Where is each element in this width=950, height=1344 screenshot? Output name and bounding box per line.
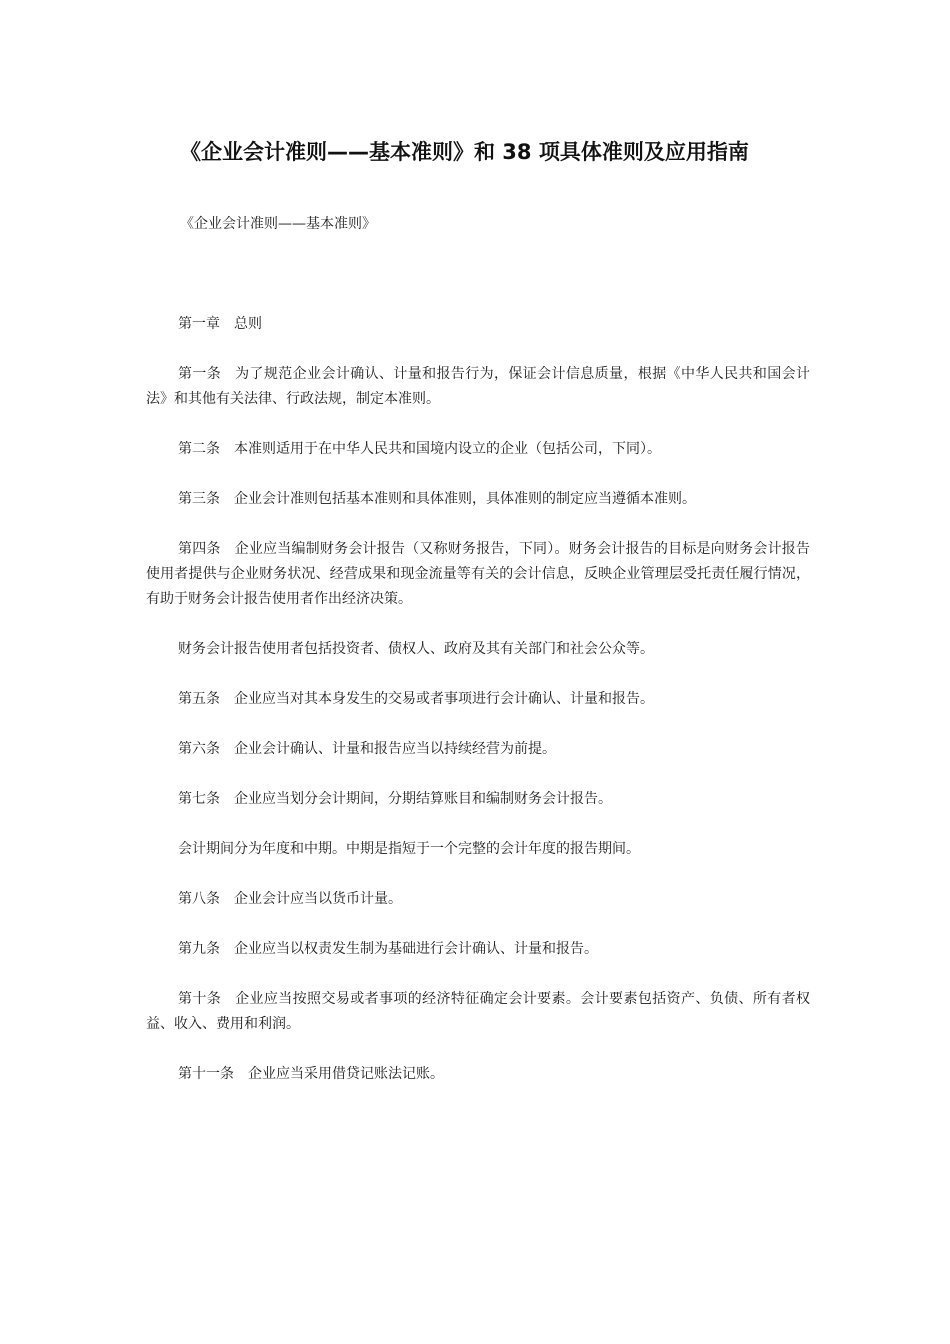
article-4 <box>146 537 810 612</box>
article-text: 为了规范企业会计确认、计量和报告行为，保证会计信息质量，根据《中华人民共和国会计法》和其他有关法律、行政法规，制定本准则。 <box>146 366 811 407</box>
chapter-heading <box>146 312 810 337</box>
article-text: 本准则适用于在中华人民共和国境内设立的企业（包括公司，下同）。 <box>234 441 661 457</box>
article-text: 企业应当以权责发生制为基础进行会计确认、计量和报告。 <box>234 941 598 957</box>
article-text: 企业应当采用借贷记账法记账。 <box>248 1066 444 1082</box>
article-label: 第十一条 <box>178 1066 234 1082</box>
document-title: 《企业会计准则——基本准则》和 38 项具体准则及应用指南 <box>180 140 749 164</box>
article-label: 第二条 <box>178 441 220 457</box>
article-9 <box>146 937 810 962</box>
article-2 <box>146 437 810 462</box>
article-label: 第三条 <box>178 491 220 507</box>
paragraph-text: 会计期间分为年度和中期。中期是指短于一个完整的会计年度的报告期间。 <box>178 841 640 857</box>
article-6 <box>146 737 810 762</box>
article-text: 企业会计准则包括基本准则和具体准则，具体准则的制定应当遵循本准则。 <box>234 491 696 507</box>
article-text: 企业应当对其本身发生的交易或者事项进行会计确认、计量和报告。 <box>234 691 654 707</box>
article-label: 第七条 <box>178 791 220 807</box>
article-8 <box>146 887 810 912</box>
article-7-continuation <box>146 837 810 862</box>
article-text: 企业应当划分会计期间，分期结算账目和编制财务会计报告。 <box>234 791 612 807</box>
article-11 <box>146 1062 810 1087</box>
article-4-continuation <box>146 637 810 662</box>
document-body <box>146 312 810 1112</box>
article-text: 企业应当编制财务会计报告（又称财务报告，下同）。财务会计报告的目标是向财务会计报告使用者提供与企业财务状况、经营成果和现金流量等有关的会计信息，反映企业管理层受托责任履行情况，有助于财务会计报告使用者作出经济决策。 <box>146 541 811 607</box>
article-label: 第六条 <box>178 741 220 757</box>
article-label: 第一条 <box>178 366 222 382</box>
article-label: 第八条 <box>178 891 220 907</box>
article-label: 第四条 <box>178 541 221 557</box>
article-label: 第五条 <box>178 691 220 707</box>
document-subtitle: 《企业会计准则——基本准则》 <box>180 216 376 232</box>
article-text: 企业会计应当以货币计量。 <box>234 891 402 907</box>
chapter-text: 总则 <box>234 316 262 332</box>
article-label: 第十条 <box>178 991 222 1007</box>
paragraph-text: 财务会计报告使用者包括投资者、债权人、政府及其有关部门和社会公众等。 <box>178 641 654 657</box>
article-5 <box>146 687 810 712</box>
article-1 <box>146 362 810 412</box>
article-7 <box>146 787 810 812</box>
article-3 <box>146 487 810 512</box>
chapter-label: 第一章 <box>178 316 220 332</box>
article-text: 企业会计确认、计量和报告应当以持续经营为前提。 <box>234 741 556 757</box>
article-text: 企业应当按照交易或者事项的经济特征确定会计要素。会计要素包括资产、负债、所有者权益、收入、费用和利润。 <box>146 991 811 1032</box>
article-label: 第九条 <box>178 941 220 957</box>
article-10 <box>146 987 810 1037</box>
